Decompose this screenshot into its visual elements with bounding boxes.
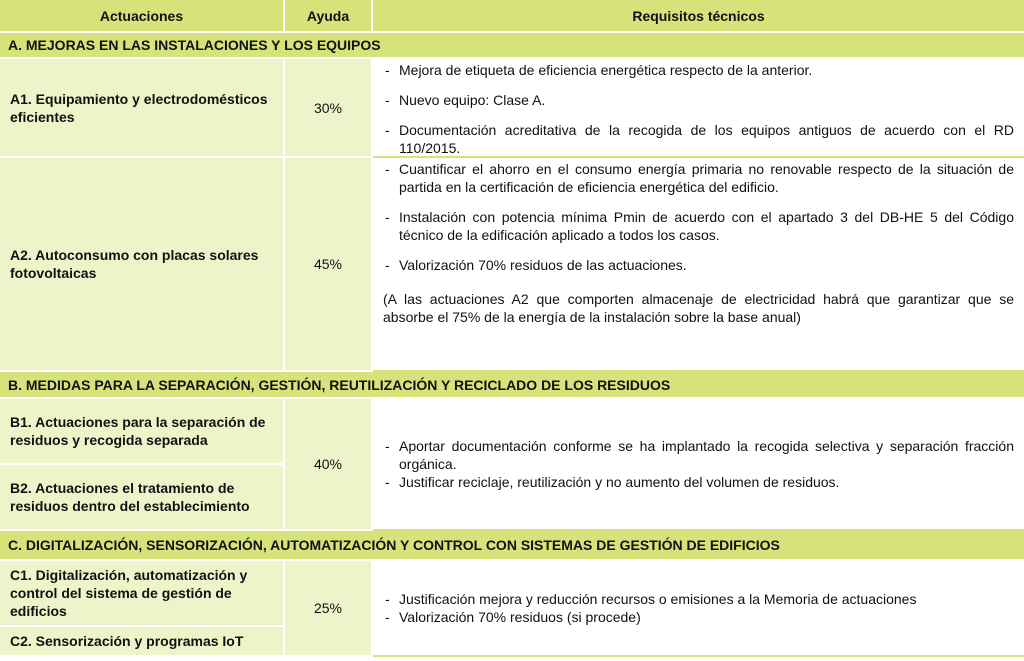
header-requisitos: Requisitos técnicos [373,0,1024,33]
section-a-title: A. MEJORAS EN LAS INSTALACIONES Y LOS EQUIPOS [0,33,1024,59]
requisito-item: - Instalación con potencia mínima Pmin de acuerdo con el apartado 3 del DB-HE 5 del Código técnico de la edificación aplicado a todos los casos. [383,208,1014,244]
nota-a2: (A las actuaciones A2 que comporten almacenaje de electricidad habrá que garantizar que se absorbe el 75% de la energía de la instalación sobre la base anual) [383,291,1014,325]
ayuda-a2: 45% [285,158,373,372]
requisito-item: - Aportar documentación conforme se ha implantado la recogida selectiva y separación fracción orgánica. [383,437,1014,473]
ayuda-b: 40% [285,399,373,531]
requisito-item: - Justificar reciclaje, reutilización y no aumento del volumen de residuos. [383,473,1014,491]
header-ayuda: Ayuda [285,0,373,33]
requisitos-b [373,399,1024,531]
requisito-item: - Documentación acreditativa de la recogida de los equipos antiguos de acuerdo con el RD 110/2015. [383,121,1014,157]
requisito-item: - Cuantificar el ahorro en el consumo energía primaria no renovable respecto de la situación de partida en la certificación de eficiencia energética del edificio. [383,160,1014,196]
requisito-item: - Mejora de etiqueta de eficiencia energética respecto de la anterior. [383,61,1014,79]
requisito-item: - Nuevo equipo: Clase A. [383,91,1014,109]
actuacion-a1: A1. Equipamiento y electrodomésticos eficientes [0,59,285,158]
actuacion-c1: C1. Digitalización, automatización y control del sistema de gestión de edificios [0,561,285,627]
ayuda-a1: 30% [285,59,373,158]
actuacion-c2: C2. Sensorización y programas IoT [0,627,285,657]
requisito-item: - Valorización 70% residuos (si procede) [383,608,916,626]
requisitos-a1 [373,59,1024,158]
actuacion-b1: B1. Actuaciones para la separación de residuos y recogida separada [0,399,285,465]
requisitos-a2 [373,158,1024,372]
requisitos-c [373,561,1024,657]
header-actuaciones: Actuaciones [0,0,285,33]
requisito-item: - Justificación mejora y reducción recursos o emisiones a la Memoria de actuaciones [383,590,916,608]
section-b-title: B. MEDIDAS PARA LA SEPARACIÓN, GESTIÓN, REUTILIZACIÓN Y RECICLADO DE LOS RESIDUOS [0,372,1024,399]
actuacion-a2: A2. Autoconsumo con placas solares fotovoltaicas [0,158,285,372]
ayuda-c: 25% [285,561,373,657]
section-c-title: C. DIGITALIZACIÓN, SENSORIZACIÓN, AUTOMATIZACIÓN Y CONTROL CON SISTEMAS DE GESTIÓN DE EDIFICIOS [0,531,1024,561]
actuacion-b2: B2. Actuaciones el tratamiento de residuos dentro del establecimiento [0,465,285,531]
requisito-item: - Valorización 70% residuos de las actuaciones. [383,256,1014,274]
